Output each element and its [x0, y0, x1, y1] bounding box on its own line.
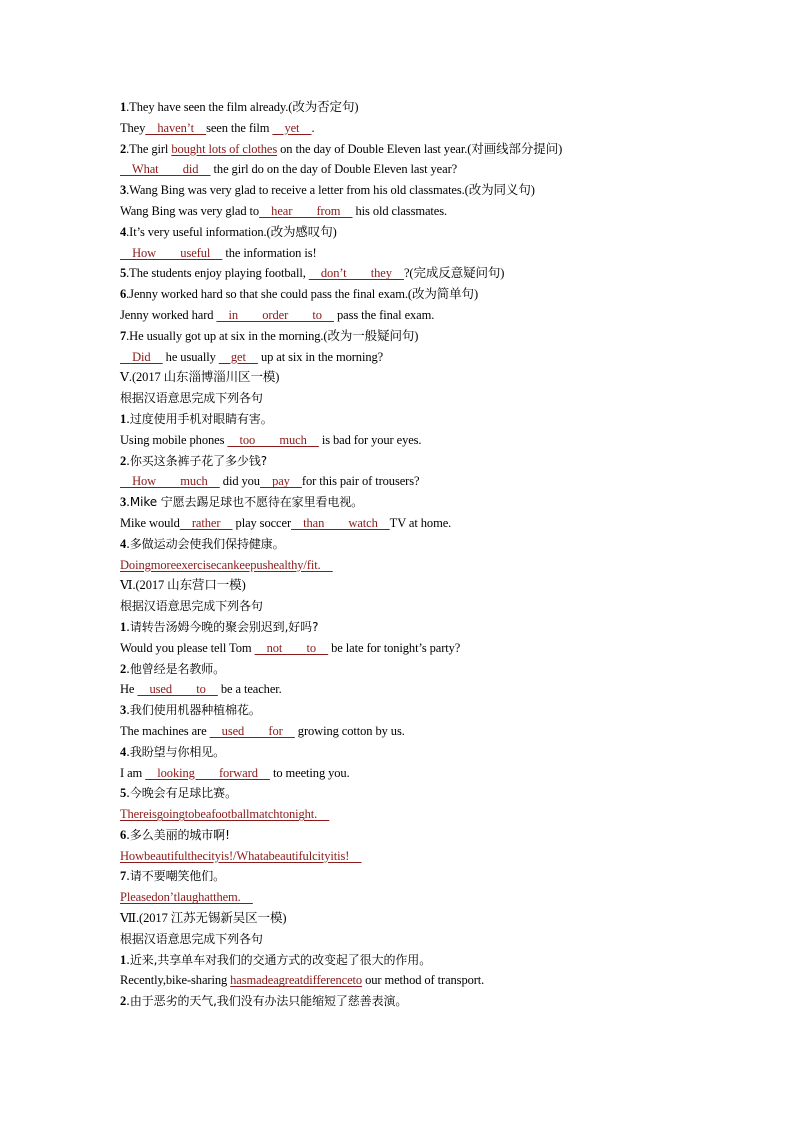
answer-text: too much — [227, 432, 319, 447]
answer-text: than watch — [291, 515, 390, 530]
text-line — [120, 596, 720, 617]
question-number: 2 — [120, 453, 127, 468]
text-line — [120, 139, 720, 160]
text-segment: to meeting you. — [269, 765, 350, 780]
question-number: 1 — [120, 100, 127, 114]
answer-text: Howbeautifulthecityis!/Whatabeautifulcityitis! — [120, 848, 362, 863]
text-line — [120, 471, 720, 492]
chinese-text: .由于恶劣的天气,我们没有办法只能缩短了慈善表演。 — [126, 994, 408, 1009]
text-line — [120, 929, 720, 950]
text-line — [120, 721, 720, 742]
section-heading: Ⅶ.(2017 江苏无锡新吴区一模) — [120, 911, 287, 926]
chinese-text: 根据汉语意思完成下列各句 — [120, 391, 263, 406]
chinese-text: .你买这条裤子花了多少钱? — [126, 453, 268, 468]
text-segment: He — [120, 682, 138, 697]
text-line — [120, 825, 720, 846]
text-line — [120, 243, 720, 264]
answer-text: pay — [259, 474, 302, 489]
answer-text: Doingmoreexercisecankeepushealthy/fit. — [120, 557, 333, 572]
text-segment: I am — [120, 765, 146, 780]
section-heading: Ⅴ.(2017 山东淄博淄川区一模) — [120, 370, 280, 385]
text-line — [120, 347, 720, 368]
text-line — [120, 367, 720, 388]
answer-text: bought lots of clothes — [171, 141, 278, 156]
text-line — [120, 783, 720, 804]
text-line — [120, 638, 720, 659]
question-number: 2 — [120, 661, 127, 676]
chinese-text: .Mike 宁愿去踢足球也不愿待在家里看电视。 — [126, 495, 364, 510]
chinese-text: .过度使用手机对眼睛有害。 — [126, 411, 273, 426]
text-segment: pass the final exam. — [333, 307, 435, 322]
question-number: 1 — [120, 411, 127, 426]
question-number: 6 — [120, 287, 127, 302]
text-segment: Recently,bike-sharing — [120, 973, 231, 988]
answer-text: What did — [120, 162, 211, 177]
text-segment: .He usually got up at six in the morning.(改为一般疑问句) — [126, 328, 419, 343]
text-segment: is bad for your eyes. — [318, 432, 422, 447]
text-line — [120, 991, 720, 1012]
answer-text: don’t they — [308, 266, 404, 281]
text-line — [120, 700, 720, 721]
chinese-text: .多做运动会使我们保持健康。 — [126, 536, 285, 551]
question-number: 4 — [120, 536, 127, 551]
answer-text: not to — [254, 640, 329, 655]
text-segment: for this pair of trousers? — [301, 474, 420, 489]
answer-text: Pleasedon’tlaughatthem. — [120, 890, 253, 905]
text-segment: .It’s very useful information.(改为感叹句) — [126, 224, 337, 239]
text-line — [120, 492, 720, 513]
text-segment: the girl do on the day of Double Eleven last year? — [210, 162, 458, 177]
question-number: 5 — [120, 266, 127, 281]
text-line — [120, 887, 720, 908]
text-segment: be late for tonight’s party? — [328, 640, 461, 655]
answer-text: How much — [120, 474, 220, 489]
answer-text: haven’t — [145, 120, 207, 135]
chinese-text: .多么美丽的城市啊! — [126, 827, 230, 842]
text-line — [120, 326, 720, 347]
text-segment: seen the film — [206, 120, 273, 135]
text-line — [120, 679, 720, 700]
text-line — [120, 617, 720, 638]
answer-text: yet — [272, 120, 312, 135]
text-line — [120, 763, 720, 784]
answer-text: used for — [209, 723, 295, 738]
question-number: 7 — [120, 328, 127, 343]
text-segment: his old classmates. — [352, 203, 448, 218]
text-line — [120, 451, 720, 472]
text-line — [120, 970, 720, 991]
chinese-text: .请转告汤姆今晚的聚会别迟到,好吗? — [126, 619, 319, 634]
question-number: 4 — [120, 744, 127, 759]
text-line — [120, 159, 720, 180]
text-line — [120, 804, 720, 825]
question-number: 1 — [120, 619, 127, 634]
section-heading: Ⅵ.(2017 山东营口一模) — [120, 578, 246, 593]
text-segment: The machines are — [120, 723, 210, 738]
chinese-text: .他曾经是名教师。 — [126, 661, 226, 676]
text-segment: ?(完成反意疑问句) — [403, 266, 505, 281]
answer-text: used to — [137, 682, 218, 697]
question-number: 2 — [120, 141, 127, 156]
text-line — [120, 201, 720, 222]
text-line — [120, 118, 720, 139]
answer-text: hear from — [259, 203, 353, 218]
question-number: 7 — [120, 869, 127, 884]
question-number: 3 — [120, 703, 127, 718]
chinese-text: 根据汉语意思完成下列各句 — [120, 599, 263, 614]
answer-text: in order to — [216, 307, 334, 322]
answer-text: get — [218, 349, 258, 364]
question-number: 6 — [120, 827, 127, 842]
text-segment: .The students enjoy playing football, — [126, 266, 309, 281]
text-line — [120, 388, 720, 409]
text-segment: Wang Bing was very glad to — [120, 203, 260, 218]
text-segment: our method of transport. — [362, 973, 485, 988]
chinese-text: .请不要嘲笑他们。 — [126, 869, 226, 884]
text-segment: on the day of Double Eleven last year.(对画线部分提问) — [277, 141, 563, 156]
text-segment: the information is! — [222, 245, 317, 260]
chinese-text: .近来,共享单车对我们的交通方式的改变起了很大的作用。 — [126, 952, 432, 967]
question-number: 3 — [120, 183, 127, 198]
text-line — [120, 575, 720, 596]
chinese-text: 根据汉语意思完成下列各句 — [120, 931, 263, 946]
text-segment: growing cotton by us. — [294, 723, 405, 738]
worksheet-page — [120, 97, 720, 1012]
text-segment: .Jenny worked hard so that she could pass the final exam.(改为简单句) — [126, 287, 479, 302]
answer-text: looking forward — [145, 765, 270, 780]
text-segment: play soccer — [232, 515, 292, 530]
text-line — [120, 866, 720, 887]
text-segment: TV at home. — [389, 515, 452, 530]
text-line — [120, 305, 720, 326]
text-line — [120, 222, 720, 243]
text-line — [120, 846, 720, 867]
answer-text: Did — [120, 349, 163, 364]
question-number: 3 — [120, 495, 127, 510]
text-segment: be a teacher. — [217, 682, 282, 697]
text-line — [120, 534, 720, 555]
question-number: 5 — [120, 786, 127, 801]
text-segment: did you — [219, 474, 260, 489]
text-segment: Jenny worked hard — [120, 307, 217, 322]
text-segment: They — [120, 120, 146, 135]
question-number: 4 — [120, 224, 127, 239]
answer-text: rather — [179, 515, 233, 530]
text-line — [120, 180, 720, 201]
text-segment: Using mobile phones — [120, 432, 228, 447]
text-segment: he usually — [162, 349, 219, 364]
text-line — [120, 742, 720, 763]
text-line — [120, 555, 720, 576]
text-line — [120, 908, 720, 929]
answer-text: hasmadeagreatdifferenceto — [230, 973, 363, 988]
text-segment: .The girl — [126, 141, 172, 156]
text-line — [120, 263, 720, 284]
question-number: 1 — [120, 952, 127, 967]
answer-text: How useful — [120, 245, 223, 260]
chinese-text: .我们使用机器种植棉花。 — [126, 703, 261, 718]
text-line — [120, 97, 720, 118]
text-segment: up at six in the morning? — [257, 349, 384, 364]
text-line — [120, 409, 720, 430]
text-line — [120, 284, 720, 305]
text-segment: Mike would — [120, 515, 180, 530]
text-segment: .They have seen the film already.(改为否定句) — [126, 100, 359, 114]
question-number: 2 — [120, 994, 127, 1009]
text-line — [120, 950, 720, 971]
text-line — [120, 430, 720, 451]
text-segment: . — [311, 120, 315, 135]
text-segment: .Wang Bing was very glad to receive a letter from his old classmates.(改为同义句) — [126, 183, 535, 198]
text-segment: Would you please tell Tom — [120, 640, 255, 655]
chinese-text: .今晚会有足球比赛。 — [126, 786, 237, 801]
text-line — [120, 513, 720, 534]
text-line — [120, 659, 720, 680]
answer-text: Thereisgoingtobeafootballmatchtonight. — [120, 807, 330, 822]
chinese-text: .我盼望与你相见。 — [126, 744, 226, 759]
